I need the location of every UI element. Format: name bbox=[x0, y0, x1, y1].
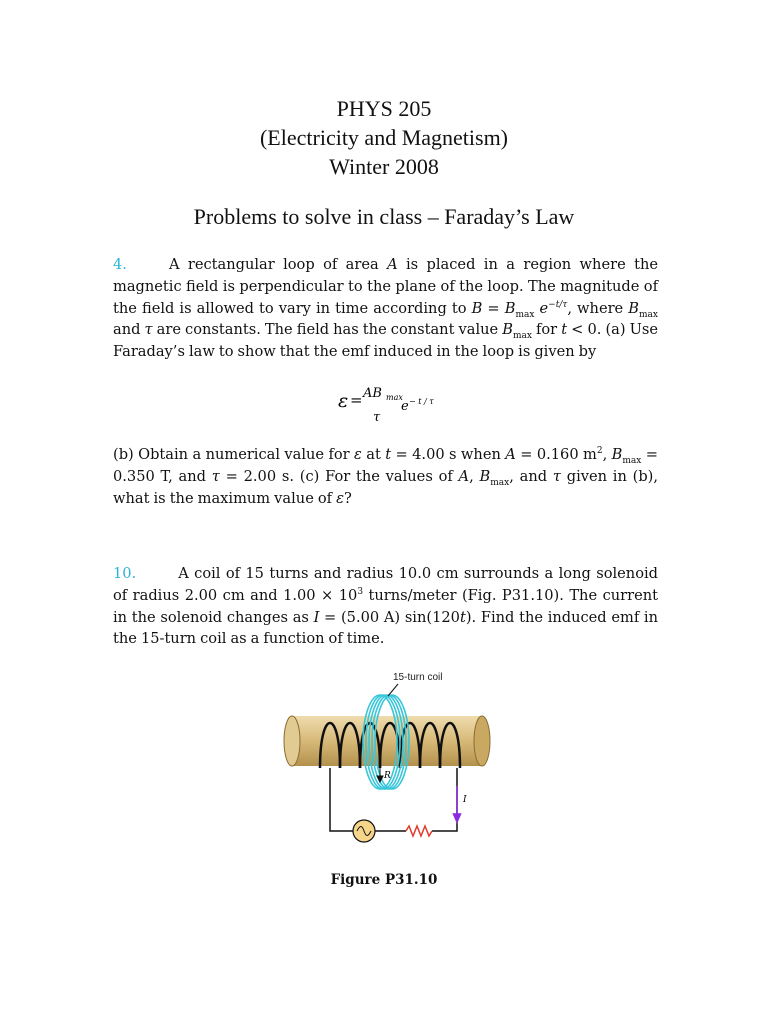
resistor-icon bbox=[406, 826, 432, 836]
coil-label: 15-turn coil bbox=[393, 672, 443, 683]
formula-denominator: τ bbox=[373, 410, 381, 425]
course-title: PHYS 205 bbox=[336, 96, 432, 121]
coil-label-pointer bbox=[388, 684, 398, 696]
problem-4-parts: (b) Obtain a numerical value for ε at t = 4.00 s when A = 0.160 $m^2$, $B_{max} = 0.350$ T, and τ = 2.00 s. (c) For the values of A, $B_{max}$, and τ given in (b), what is the maximum value of ε? bbox=[113, 446, 658, 507]
solenoid-figure bbox=[280, 668, 500, 858]
problem-4-number: 4. bbox=[113, 256, 127, 273]
formula-exponent: − t / τ bbox=[409, 397, 434, 406]
formula-epsilon: ε bbox=[338, 390, 349, 412]
formula-numerator-sub: max bbox=[386, 393, 403, 402]
radius-label: R bbox=[384, 771, 391, 781]
problem-10-number: 10. bbox=[113, 565, 137, 582]
course-subject: (Electricity and Magnetism) bbox=[259, 125, 509, 150]
current-arrow bbox=[454, 786, 461, 822]
emf-formula bbox=[338, 383, 468, 425]
course-term: Winter 2008 bbox=[329, 154, 439, 179]
page-subtitle: Problems to solve in class – Faraday’s Law bbox=[193, 204, 575, 229]
problem-10-statement: 10. A coil of 15 turns and radius 10.0 cm surrounds a long solenoid of radius 2.00 cm and $1.00 \times 10^3$ turns/meter (Fig. P31.10). The current in the solenoid changes as I = (5.00 A) sin(120t). Find the induced emf in the 15-turn coil as a function of time. bbox=[113, 565, 658, 648]
current-label: I bbox=[463, 795, 467, 805]
ac-source-icon bbox=[353, 820, 375, 842]
formula-exp-base: e bbox=[401, 399, 409, 414]
formula-equals: = bbox=[350, 391, 363, 409]
formula-numerator: AB bbox=[363, 386, 382, 401]
problem-4-statement: 4. A rectangular loop of area A is placed in a region where the magnetic field is perpendicular to the plane of the loop. The magnitude of the field is allowed to vary in time according to $B = B_{max}$ $e^{-t/\tau}$, where $B_{max}$ and τ are constants. The field has the constant value $B_{max}$ for t < 0. (a) Use Faraday’s law to show that the emf induced in the loop is given by bbox=[113, 256, 659, 361]
figure-caption: Figure P31.10 bbox=[330, 872, 438, 888]
